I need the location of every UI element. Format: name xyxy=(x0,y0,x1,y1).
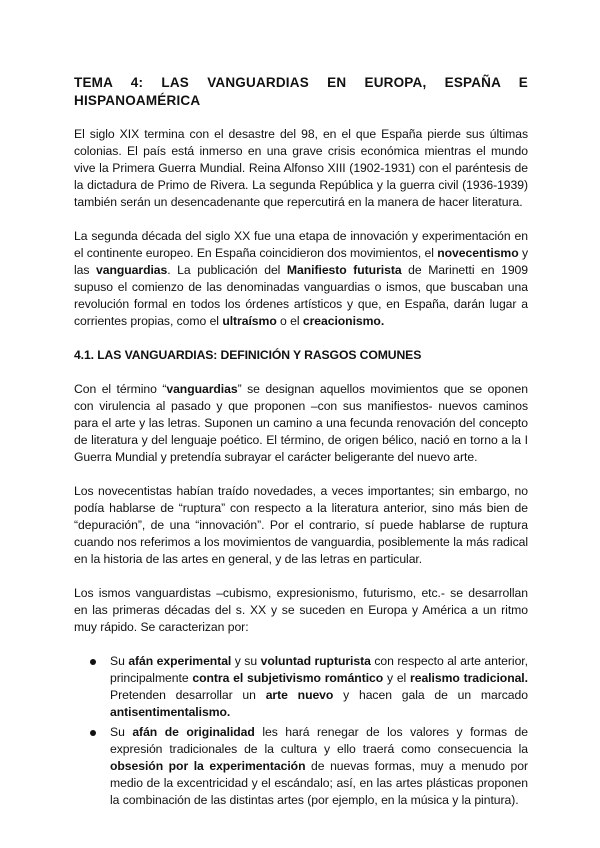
term-vanguardias: vanguardias xyxy=(96,263,168,277)
title-line-2: HISPANOAMÉRICA xyxy=(74,93,201,108)
bullet-icon xyxy=(90,659,96,665)
title-line-1: TEMA 4: LAS VANGUARDIAS EN EUROPA, ESPAÑA E xyxy=(74,75,528,90)
paragraph-historical-context: El siglo XIX termina con el desastre del 98, en el que España pierde sus últimas colonias. El país está inmerso en una grave crisis económica mientras el mundo vive la Primera Guerra Mundial. Reina Alfonso XIII (1902-1931) con el paréntesis de la dictadura de Primo de Rivera. La segunda República y la guerra civil (1936-1939) también serán un desencadenante que repercutirá en la manera de hacer literatura. xyxy=(74,127,528,209)
document-title xyxy=(74,74,528,110)
paragraph-definition: Con el término “vanguardias” se designan aquellos movimientos que se oponen con virulencia al pasado y que proponen –con sus manifiestos- nuevos caminos para el arte y las letras. Suponen un camino a una fecunda renovación del concepto de literatura y del lenguaje poético. El término, de origen bélico, nació en torno a la I Guerra Mundial y pretendía subrayar el carácter beligerante del nuevo arte. xyxy=(74,382,528,464)
paragraph-introduction: La segunda década del siglo XX fue una etapa de innovación y experimentación en el continente europeo. En España coincidieron dos movimientos, el novecentismo y las vanguardias. La publicación del Manifiesto futurista de Marinetti en 1909 supuso el comienzo de las denominadas vanguardias o ismos, que buscaban una revolución formal en todos los órdenes artísticos y que, en España, darán lugar a corrientes propias, como el ultraísmo o el creacionismo. xyxy=(74,229,528,328)
term-manifiesto-futurista: Manifiesto futurista xyxy=(286,263,402,277)
term-ultraismo: ultraísmo xyxy=(222,314,277,328)
document-page xyxy=(74,74,528,812)
list-item: Su afán de originalidad les hará renegar de los valores y formas de expresión tradicionales de la cultura y ello traerá como consecuencia la obsesión por la experimentación de nuevas formas, muy a menudo por medio de la excentricidad y el escándalo; así, en las artes plásticas proponen la combinación de las distintas artes (por ejemplo, en la música y la pintura). xyxy=(74,724,528,809)
paragraph-rupture: Los novecentistas habían traído novedades, a veces importantes; sin embargo, no podía hablarse de “ruptura” con respecto a la literatura anterior, sino más bien de “depuración”, de una “innovación”. Por el contrario, sí puede hablarse de ruptura cuando nos referimos a los movimientos de vanguardia, posiblemente la más radical en la historia de las artes en general, y de las letras en particular. xyxy=(74,484,528,566)
term-novecentismo: novecentismo xyxy=(437,246,519,260)
term-creacionismo: creacionismo. xyxy=(302,314,385,328)
bullet-icon xyxy=(90,730,96,736)
list-item: Su afán experimental y su voluntad rupturista con respecto al arte anterior, principalmente contra el subjetivismo romántico y el realismo tradicional. Pretenden desarrollar un arte nuevo y hacen gala de un marcado antisentimentalismo. xyxy=(74,653,528,721)
paragraph-isms: Los ismos vanguardistas –cubismo, expresionismo, futurismo, etc.- se desarrollan en las primeras décadas del s. XX y se suceden en Europa y América a un ritmo muy rápido. Se caracterizan por: xyxy=(74,586,528,634)
section-heading: 4.1. LAS VANGUARDIAS: DEFINICIÓN Y RASGOS COMUNES xyxy=(74,348,422,362)
characteristics-list xyxy=(74,653,528,809)
term-vanguardias-definition: vanguardias xyxy=(166,382,238,396)
